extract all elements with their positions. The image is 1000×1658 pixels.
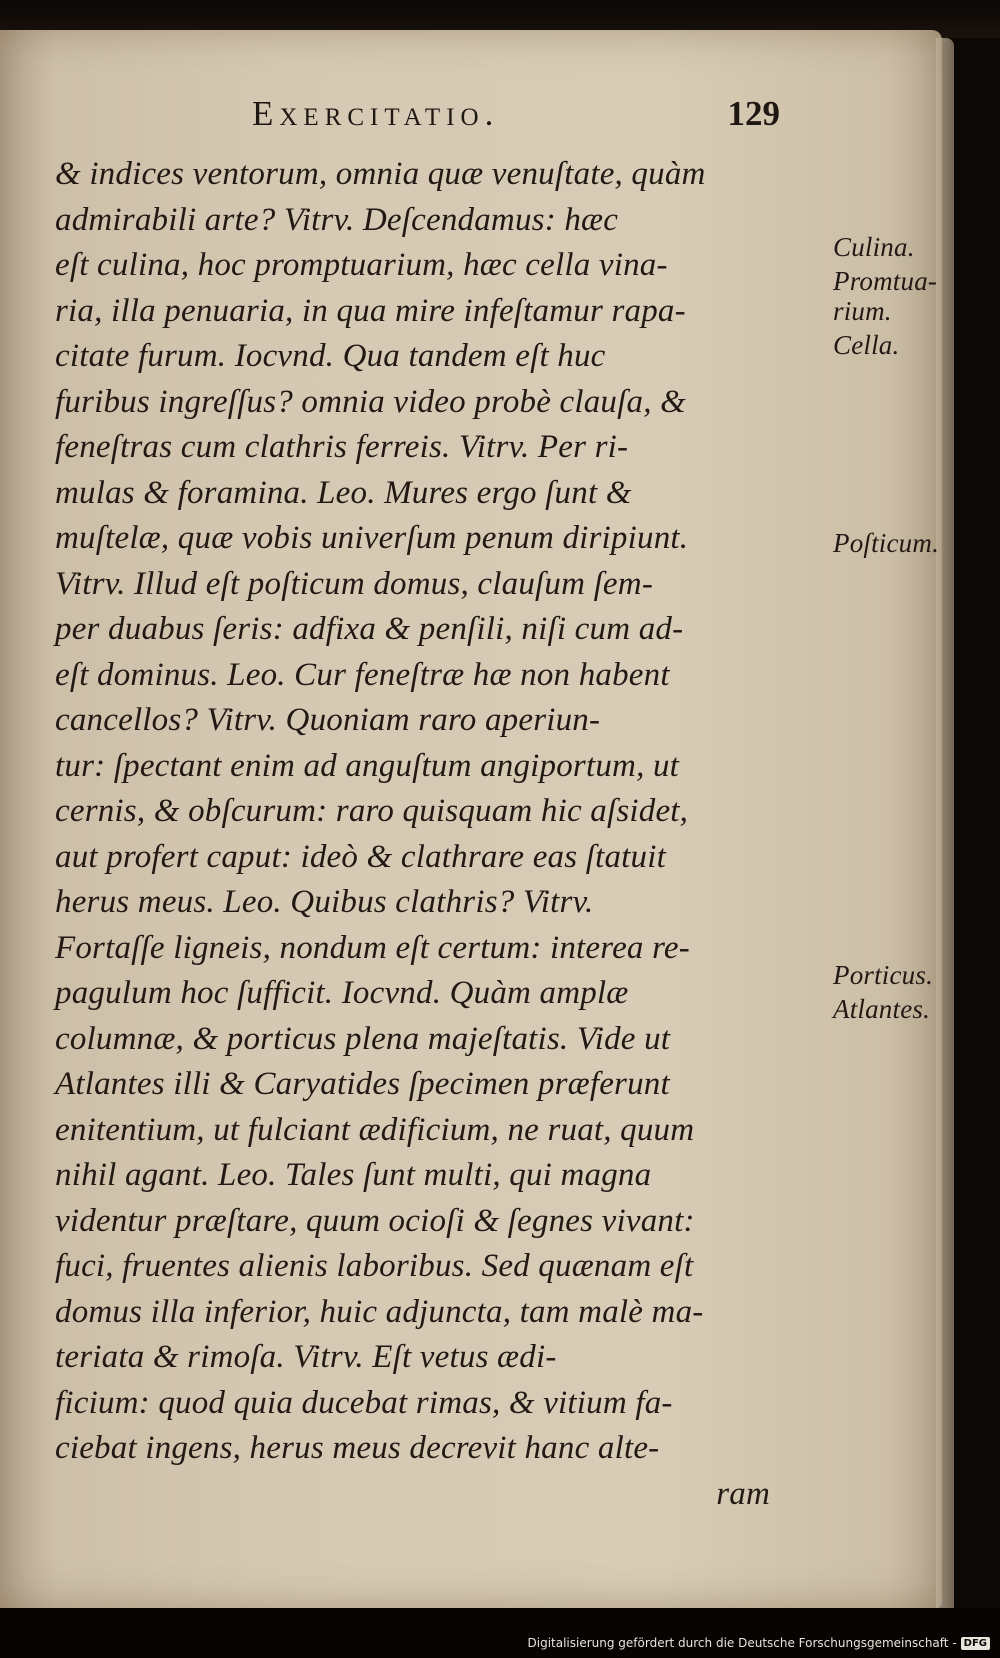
page-number: 129 bbox=[727, 94, 780, 133]
margin-note-promtuarium: Promtua- bbox=[833, 266, 938, 296]
text-line: per duabus ſeris: adfixa & penſili, niſi cum ad- bbox=[55, 611, 684, 647]
text-line: Atlantes illi & Caryatides ſpecimen præferunt bbox=[55, 1066, 670, 1102]
text-line: ciebat ingens, herus meus decrevit hanc alte- bbox=[55, 1430, 660, 1466]
page-edge bbox=[936, 38, 954, 1618]
text-line: cernis, & obſcurum: raro quisquam hic aſsidet, bbox=[55, 793, 689, 829]
text-line: pagulum hoc ſufficit. Iocvnd. Quàm amplæ bbox=[55, 975, 629, 1011]
text-line: admirabili arte? Vitrv. Deſcendamus: hæc bbox=[55, 201, 619, 238]
text-line: mulas & foramina. Leo. Mures ergo ſunt & bbox=[55, 474, 632, 511]
catchword: ram bbox=[716, 1475, 770, 1512]
text-line: tur: ſpectant enim ad anguſtum angiportum, ut bbox=[55, 747, 680, 784]
text-line: citate furum. Iocvnd. Qua tandem eſt huc bbox=[55, 338, 606, 374]
margin-note-porticus: Porticus. bbox=[833, 960, 934, 990]
scan-background-bottom bbox=[0, 1608, 1000, 1658]
text-line: enitentium, ut fulciant ædificium, ne ruat, quum bbox=[55, 1111, 695, 1148]
text-line: & indices ventorum, omnia quæ venuſtate, quàm bbox=[55, 156, 706, 192]
text-line: teriata & rimoſa. Vitrv. Eſt vetus ædi- bbox=[55, 1339, 557, 1375]
text-line: nihil agant. Leo. Tales ſunt multi, qui magna bbox=[55, 1157, 652, 1193]
text-line: fuci, fruentes alienis laboribus. Sed quænam eſt bbox=[55, 1248, 694, 1284]
dfg-logo: DFG bbox=[961, 1637, 990, 1650]
text-line: feneſtras cum clathris ferreis. Vitrv. Per ri- bbox=[55, 429, 629, 465]
body-text bbox=[55, 152, 940, 1517]
text-line: columnæ, & porticus plena majeſtatis. Vide ut bbox=[55, 1020, 671, 1057]
margin-note-cella: Cella. bbox=[833, 330, 900, 360]
margin-note-atlantes: Atlantes. bbox=[833, 994, 931, 1024]
running-title: Exercitatio. bbox=[252, 94, 500, 133]
margin-note-rium: rium. bbox=[833, 296, 892, 326]
text-line: cancellos? Vitrv. Quoniam raro aperiun- bbox=[55, 702, 601, 738]
text-line: Vitrv. Illud eſt poſticum domus, clauſum ſem- bbox=[55, 565, 654, 602]
margin-note-culina: Culina. bbox=[833, 232, 915, 262]
text-line: ria, illa penuaria, in qua mire infeſtamur rapa- bbox=[55, 292, 686, 329]
page-header bbox=[252, 94, 780, 144]
credit-text: Digitalisierung gefördert durch die Deutsche Forschungsgemeinschaft - bbox=[527, 1636, 957, 1650]
text-line: ficium: quod quia ducebat rimas, & vitium fa- bbox=[55, 1384, 673, 1421]
text-line: eſt culina, hoc promptuarium, hæc cella vina- bbox=[55, 247, 668, 283]
digitization-credit bbox=[528, 1636, 991, 1650]
text-line: domus illa inferior, huic adjuncta, tam malè ma- bbox=[55, 1293, 704, 1330]
text-line: furibus ingreſſus? omnia video probè clauſa, & bbox=[55, 383, 686, 420]
text-line: herus meus. Leo. Quibus clathris? Vitrv. bbox=[55, 884, 594, 920]
text-line: videntur præſtare, quum ocioſi & ſegnes vivant: bbox=[55, 1202, 695, 1239]
text-line: aut profert caput: ideò & clathrare eas ſtatuit bbox=[55, 838, 666, 875]
text-line: muſtelæ, quæ vobis univerſum penum diripiunt. bbox=[55, 520, 689, 556]
text-line: Fortaſſe ligneis, nondum eſt certum: interea re- bbox=[55, 929, 690, 966]
text-line: eſt dominus. Leo. Cur feneſtræ hæ non habent bbox=[55, 656, 670, 693]
margin-note-posticum: Poſticum. bbox=[833, 528, 940, 558]
